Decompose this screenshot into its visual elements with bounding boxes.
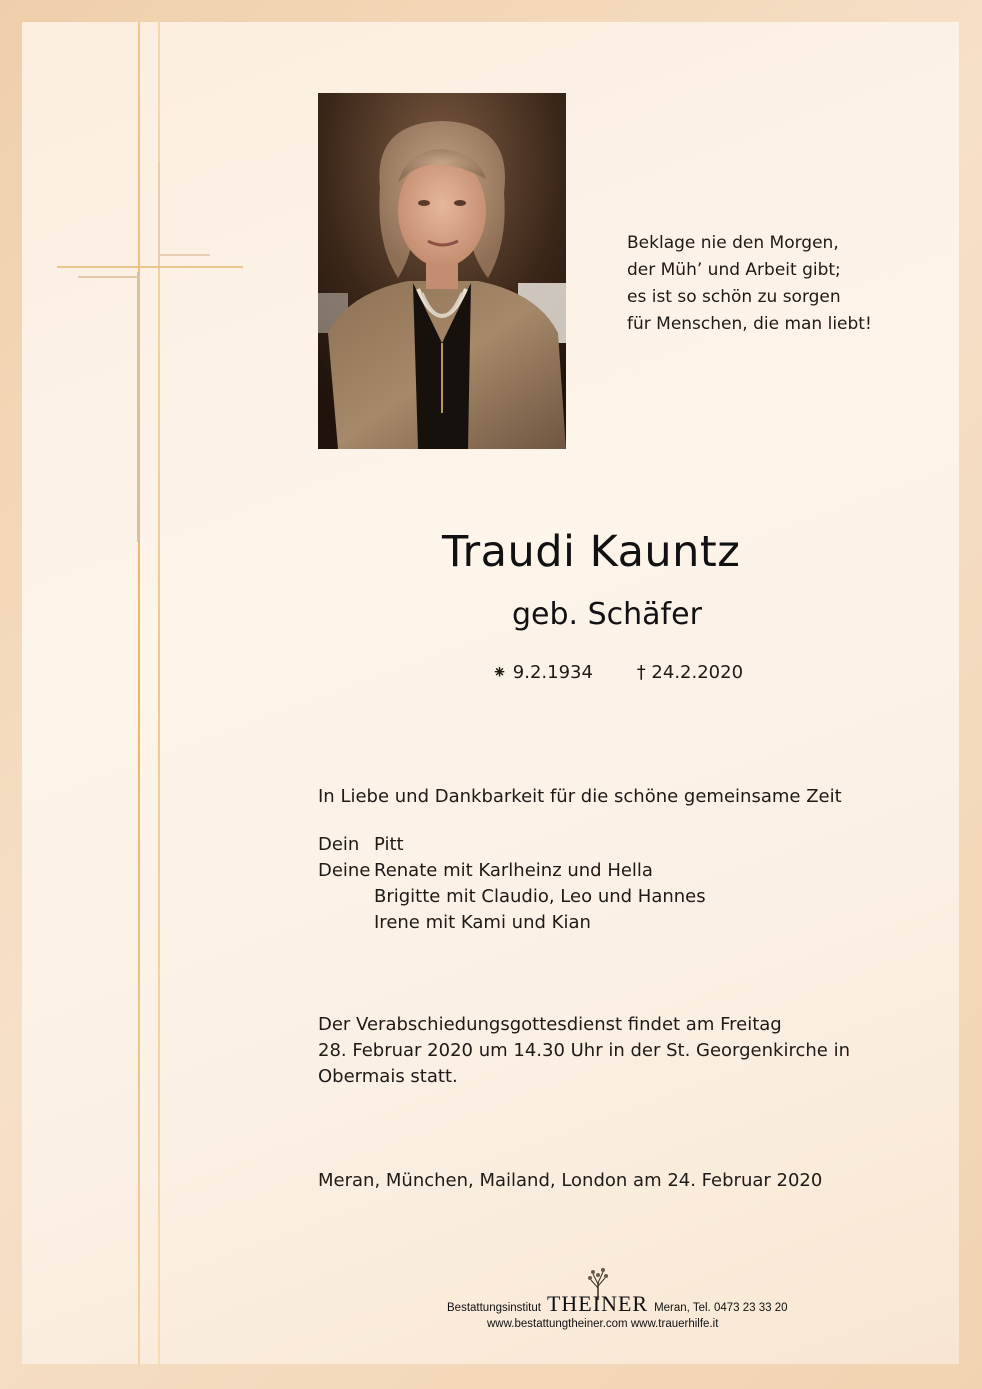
service-line: 28. Februar 2020 um 14.30 Uhr in der St. Georgenkirche in bbox=[318, 1040, 850, 1061]
family-row bbox=[318, 832, 706, 858]
dedication: In Liebe und Dankbarkeit für die schöne gemeinsame Zeit bbox=[318, 786, 842, 807]
maiden-name: geb. Schäfer bbox=[512, 597, 702, 632]
birth-date: ⁕ 9.2.1934 bbox=[492, 662, 593, 683]
verse-line: für Menschen, die man liebt! bbox=[627, 314, 872, 334]
footer-websites[interactable]: www.bestattungtheiner.com www.trauerhilfe.it bbox=[487, 1318, 719, 1330]
family-label: Dein bbox=[318, 834, 360, 855]
gold-line-left bbox=[138, 22, 140, 1364]
family-members: Renate mit Karlheinz und Hella bbox=[374, 860, 653, 881]
verse-line: es ist so schön zu sorgen bbox=[627, 287, 841, 307]
family-members: Brigitte mit Claudio, Leo und Hannes bbox=[374, 886, 706, 907]
footer-prefix: Bestattungsinstitut bbox=[447, 1302, 541, 1314]
verse-line: Beklage nie den Morgen, bbox=[627, 233, 839, 253]
death-date: † 24.2.2020 bbox=[636, 662, 744, 683]
cross-icon-stem bbox=[137, 272, 139, 542]
service-line: Der Verabschiedungsgottesdienst findet am Freitag bbox=[318, 1014, 782, 1035]
footer-contact: Meran, Tel. 0473 23 33 20 bbox=[654, 1302, 788, 1314]
service-announcement bbox=[318, 1012, 918, 1090]
funeral-home-footer bbox=[447, 1291, 847, 1330]
family-row bbox=[318, 910, 706, 936]
verse-line: der Müh’ und Arbeit gibt; bbox=[627, 260, 841, 280]
cross-icon-beam-shadow-right bbox=[160, 254, 210, 256]
obituary-card bbox=[22, 22, 959, 1364]
logo-text: THEINER bbox=[546, 1291, 649, 1316]
theiner-logo bbox=[546, 1291, 649, 1316]
tree-icon bbox=[581, 1266, 615, 1300]
cross-icon-beam-shadow-left bbox=[78, 276, 138, 278]
family-row bbox=[318, 884, 706, 910]
verse bbox=[627, 230, 927, 338]
cross-icon-beam bbox=[57, 266, 243, 268]
portrait-photo bbox=[318, 93, 566, 449]
deceased-name: Traudi Kauntz bbox=[442, 527, 741, 577]
service-line: Obermais statt. bbox=[318, 1066, 458, 1087]
family-members: Irene mit Kami und Kian bbox=[374, 912, 591, 933]
family-list bbox=[318, 832, 706, 936]
place-date: Meran, München, Mailand, London am 24. Februar 2020 bbox=[318, 1170, 823, 1191]
family-row bbox=[318, 858, 706, 884]
life-dates bbox=[492, 662, 812, 683]
family-members: Pitt bbox=[374, 834, 404, 855]
family-label: Deine bbox=[318, 860, 371, 881]
